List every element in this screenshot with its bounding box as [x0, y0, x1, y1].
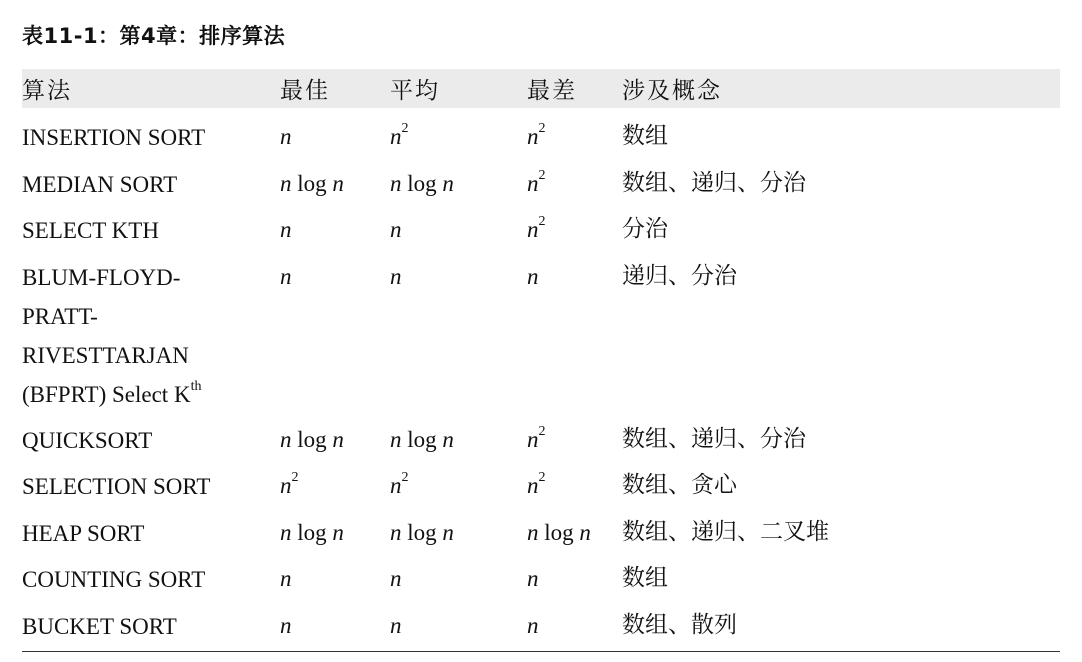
table-row	[22, 258, 1060, 421]
cell-concepts: 数组	[622, 565, 668, 591]
cell-algorithm	[22, 258, 280, 414]
table-row	[22, 118, 1060, 165]
table-row	[22, 607, 1060, 654]
algorithm-name-line: MEDIAN SORT	[22, 171, 178, 197]
cell-best: n	[280, 124, 292, 149]
cell-best: n	[280, 217, 292, 242]
cell-average: n	[390, 566, 402, 591]
header-best: 最佳	[280, 78, 330, 104]
cell-concepts: 分治	[622, 216, 668, 242]
cell-worst: $n^2$	[527, 470, 546, 498]
cell-concepts: 递归、分治	[622, 262, 737, 289]
table-row	[22, 514, 1060, 561]
cell-average: n	[390, 217, 402, 242]
cell-algorithm	[22, 467, 280, 506]
cell-worst: n	[527, 612, 539, 638]
algorithm-name-line: COUNTING SORT	[22, 567, 206, 592]
cell-concepts: 数组、递归、分治	[622, 425, 806, 452]
cell-best: n log n	[280, 519, 344, 545]
algorithm-name-line: SELECTION SORT	[22, 474, 211, 499]
cell-algorithm	[22, 211, 280, 250]
table-row	[22, 560, 1060, 607]
table-row	[22, 211, 1060, 258]
table-body	[22, 108, 1060, 653]
algorithm-name-line: BLUM-FLOYD-	[22, 264, 181, 290]
cell-concepts: 数组、贪心	[622, 472, 737, 498]
cell-concepts: 数组、递归、分治	[622, 169, 806, 196]
cell-algorithm	[22, 118, 280, 157]
cell-algorithm	[22, 560, 280, 599]
header-algorithm: 算法	[22, 78, 72, 104]
cell-worst: n	[527, 566, 539, 591]
header-concepts: 涉及概念	[622, 78, 722, 104]
table-row	[22, 165, 1060, 212]
cell-concepts: 数组、散列	[622, 611, 737, 638]
cell-best: n	[280, 566, 292, 591]
algorithm-name-line: HEAP SORT	[22, 520, 145, 546]
cell-algorithm	[22, 165, 280, 204]
cell-average: n	[390, 263, 402, 289]
algorithm-name-line: QUICKSORT	[22, 427, 153, 453]
cell-best: n	[280, 612, 292, 638]
table-header-row	[22, 69, 1060, 108]
cell-best: n	[280, 263, 292, 289]
cell-best: $n^2$	[280, 470, 299, 498]
table-row	[22, 421, 1060, 468]
algorithm-name-line: PRATT-	[22, 303, 98, 329]
cell-worst: n	[527, 263, 539, 289]
cell-algorithm	[22, 514, 280, 553]
cell-average: n	[390, 612, 402, 638]
header-average: 平均	[390, 78, 440, 104]
sorting-algorithms-table	[22, 69, 1060, 653]
cell-best: n log n	[280, 426, 344, 452]
cell-worst: $n^2$	[527, 423, 546, 452]
cell-algorithm	[22, 607, 280, 646]
cell-average: n log n	[390, 170, 454, 196]
cell-average: $n^2$	[390, 121, 409, 149]
cell-worst: $n^2$	[527, 121, 546, 149]
algorithm-name-line: SELECT KTH	[22, 218, 159, 243]
cell-worst: $n^2$	[527, 214, 546, 242]
table-caption: 表11-1：第4章：排序算法	[22, 24, 286, 48]
table-bottom-rule	[22, 651, 1060, 652]
algorithm-name-line: RIVESTTARJAN	[22, 342, 189, 368]
algorithm-name-line: BUCKET SORT	[22, 613, 177, 639]
cell-worst: n log n	[527, 519, 591, 545]
algorithm-name-line: (BFPRT) Select $K^{th}$	[22, 378, 202, 407]
cell-concepts: 数组、递归、二叉堆	[622, 518, 829, 545]
cell-average: $n^2$	[390, 470, 409, 498]
cell-best: n log n	[280, 170, 344, 196]
cell-average: n log n	[390, 519, 454, 545]
cell-algorithm	[22, 421, 280, 460]
algorithm-name-line: INSERTION SORT	[22, 125, 206, 150]
cell-average: n log n	[390, 426, 454, 452]
header-worst: 最差	[527, 78, 577, 104]
cell-concepts: 数组	[622, 123, 668, 149]
cell-worst: $n^2$	[527, 167, 546, 196]
table-row	[22, 467, 1060, 514]
